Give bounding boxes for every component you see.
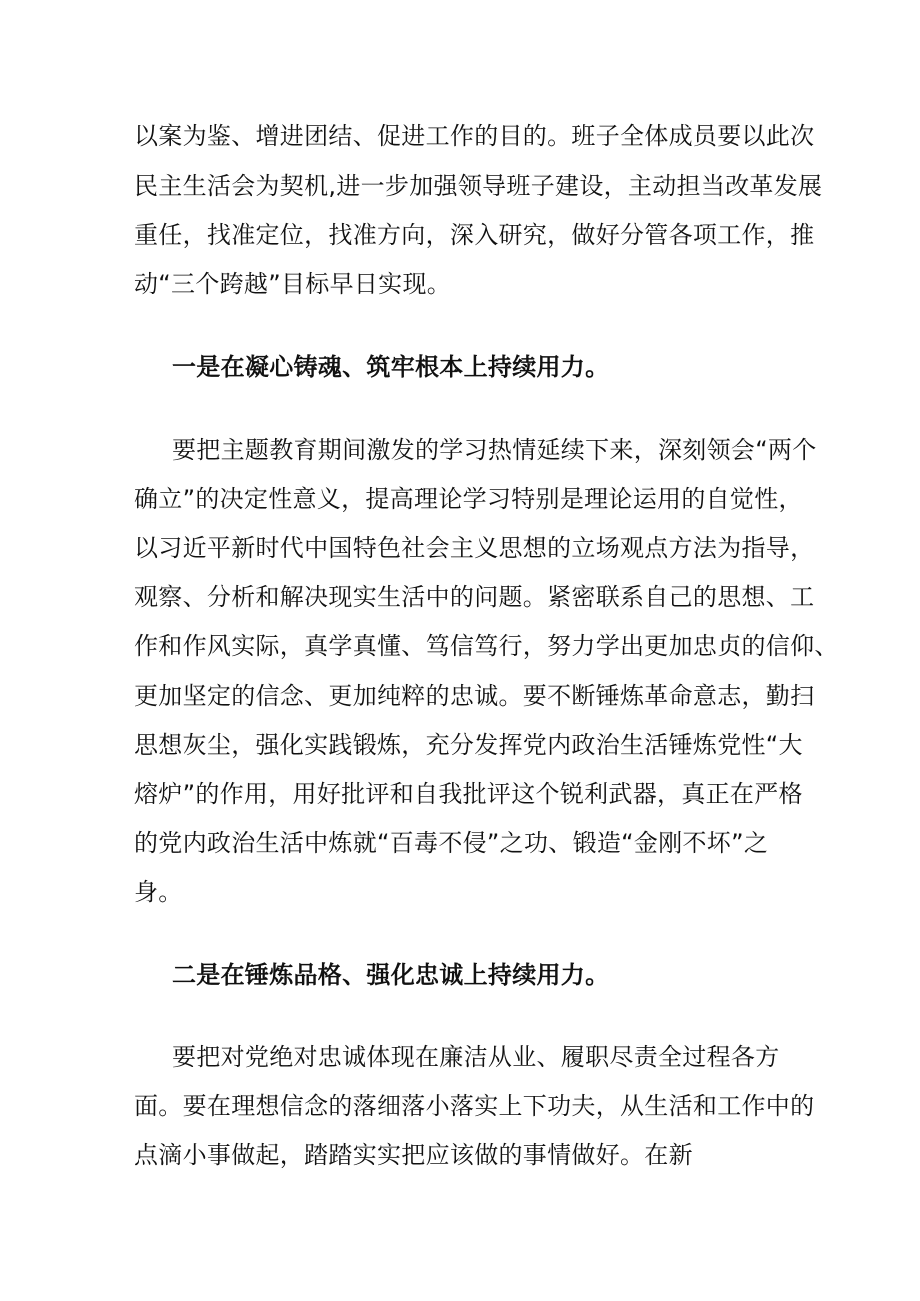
paragraph-line: 面。要在理想信念的落细落小落实上下功夫，从生活和工作中的 [134, 1092, 815, 1120]
paragraph-line: 以案为鉴、增进团结、促进工作的目的。班子全体成员要以此次 [134, 122, 815, 150]
paragraph-line: 身。 [134, 878, 183, 906]
paragraph-line: 更加坚定的信念、更加纯粹的忠诚。要不断锤炼革命意志，勤扫 [134, 682, 815, 710]
paragraph-line: 思想灰尘，强化实践锻炼，充分发挥党内政治生活锤炼党性“大 [134, 731, 803, 759]
section-heading: 二是在锤炼品格、强化忠诚上持续用力。 [172, 961, 610, 989]
paragraph-line: 重任，找准定位，找准方向，深入研究，做好分管各项工作，推 [134, 221, 815, 249]
paragraph-line: 熔炉”的作用，用好批评和自我批评这个锐利武器，真正在严格 [134, 780, 803, 808]
paragraph-line: 的党内政治生活中炼就“百毒不侵”之功、锻造“金刚不坏”之 [134, 829, 769, 857]
paragraph-line: 作和作风实际，真学真懂、笃信笃行，努力学出更加忠贞的信仰、 [134, 632, 839, 660]
paragraph-line: 要把主题教育期间激发的学习热情延续下来，深刻领会“两个 [172, 436, 817, 464]
paragraph-line: 确立”的决定性意义，提高理论学习特别是理论运用的自觉性， [134, 485, 803, 513]
section-heading: 一是在凝心铸魂、筑牢根本上持续用力。 [172, 353, 610, 381]
paragraph-line: 民主生活会为契机,进一步加强领导班子建设，主动担当改革发展 [134, 172, 823, 200]
paragraph-line: 观察、分析和解决现实生活中的问题。紧密联系自己的思想、工 [134, 583, 815, 611]
paragraph-line: 以习近平新时代中国特色社会主义思想的立场观点方法为指导， [134, 534, 815, 562]
paragraph-line: 动“三个跨越”目标早日实现。 [134, 270, 452, 298]
paragraph-line: 要把对党绝对忠诚体现在廉洁从业、履职尽责全过程各方 [172, 1043, 780, 1071]
paragraph-line: 点滴小事做起，踏踏实实把应该做的事情做好。在新 [134, 1141, 693, 1169]
